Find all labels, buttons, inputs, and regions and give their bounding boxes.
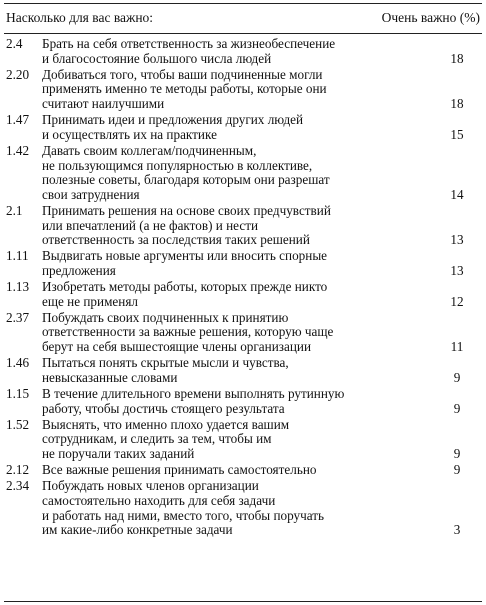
item-code: 1.15 [6,386,30,401]
item-value: 11 [450,339,464,355]
item-value: 13 [450,262,464,278]
table-row [4,311,482,355]
item-text: В течение длительного времени выполнять рутинную работу, чтобы достичь стоящего результата [42,386,345,416]
table-row [4,68,482,112]
item-text: Побуждать новых членов организации самостоятельно находить для себя задачи и работать над ними, вместо того, чтобы поручать им какие-либо конкретные задачи [42,478,325,538]
item-value: 3 [453,522,461,538]
item-text: Принимать решения на основе своих предчувствий или впечатлений (а не фактов) и нести ответственность за последствия таких решений [42,202,331,248]
item-value: 15 [450,126,464,142]
table-row [4,356,482,385]
table-row [4,37,482,66]
item-code: 1.13 [6,279,30,295]
item-code: 2.4 [6,36,23,51]
item-text: Добиваться того, чтобы ваши подчиненные могли применять именно те методы работы, которые они считают наилучшими [42,66,327,111]
table-row [4,113,482,142]
header-question: Насколько для вас важно: [6,10,154,25]
item-text: Брать на себя ответственность за жизнеобеспечение и благосостояние большого числа людей [42,36,336,66]
item-text: Все важные решения принимать самостоятельно [42,462,317,478]
item-code: 1.11 [6,248,29,264]
item-value: 14 [450,186,464,202]
importance-table [0,3,486,605]
table-row [4,463,482,478]
header-very-important: Очень важно (%) [381,10,480,25]
item-value: 9 [453,369,461,385]
table-body [4,34,482,538]
item-text: Побуждать своих подчиненных к принятию ответственности за важные решения, которую чаще берут на себя вышестоящие члены организации [42,309,334,355]
table-row [4,418,482,462]
item-code: 1.47 [6,112,30,128]
item-text: Выяснять, что именно плохо удается вашим сотрудникам, и следить за тем, чтобы им не поручали таких заданий [42,416,290,461]
item-code: 1.52 [6,416,30,432]
item-code: 1.42 [6,142,30,158]
table-row [4,249,482,278]
item-code: 2.12 [6,462,30,478]
item-value: 12 [450,293,464,309]
item-text: Принимать идеи и предложения других людей и осуществлять их на практике [42,112,304,142]
item-text: Выдвигать новые аргументы или вносить спорные предложения [42,248,328,278]
item-text: Изобретать методы работы, которых прежде никто еще не применял [42,279,328,309]
item-value: 9 [453,445,461,461]
item-code: 2.34 [6,478,30,494]
item-code: 2.37 [6,309,30,325]
item-value: 18 [450,95,464,111]
table-row [4,479,482,537]
item-value: 9 [453,462,461,478]
table-row [4,387,482,416]
item-value: 18 [450,50,464,66]
item-value: 13 [450,232,464,248]
table-row [4,280,482,309]
table-header [4,4,482,33]
item-code: 2.1 [6,202,23,218]
table-row [4,204,482,248]
item-text: Давать своим коллегам/подчиненным, не пользующимся популярностью в коллективе, полезные советы, благодаря которым они разрешат свои затруднения [42,142,330,202]
item-code: 2.20 [6,66,30,82]
item-code: 1.46 [6,355,30,371]
item-text: Пытаться понять скрытые мысли и чувства, невысказанные словами [42,355,289,385]
table-row [4,144,482,202]
item-value: 9 [453,400,461,416]
